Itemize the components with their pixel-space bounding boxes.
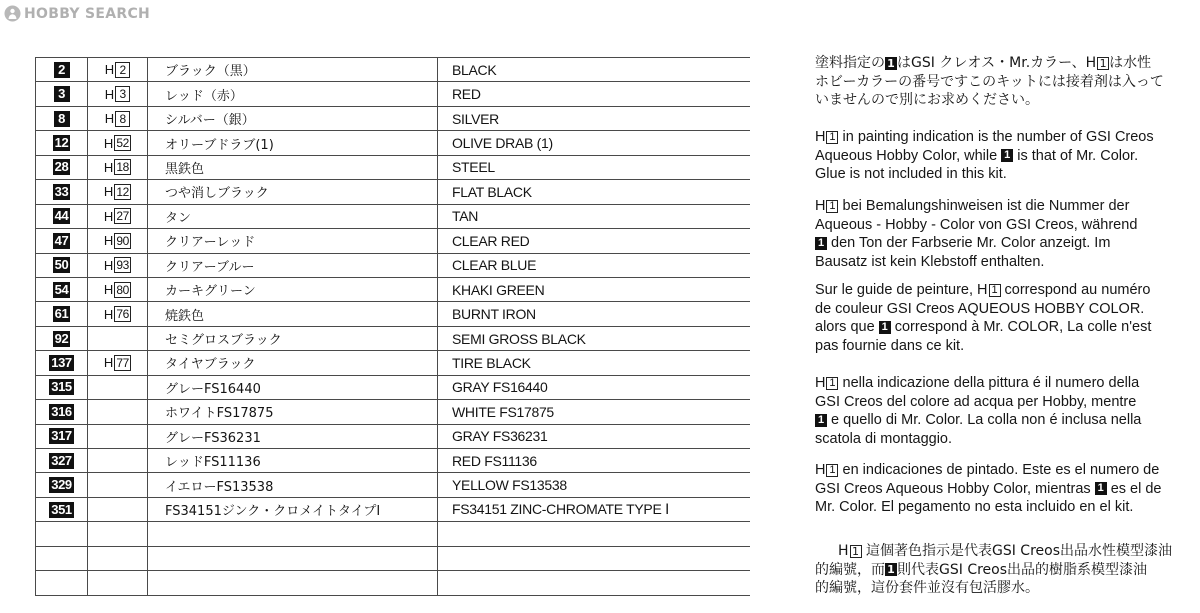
aqueous-prefix: H: [103, 306, 114, 322]
english-name-cell: BURNT IRON: [437, 302, 750, 325]
empty-cell: [87, 571, 147, 594]
note-text: H: [838, 543, 849, 559]
mr-color-number-badge: 351: [51, 501, 72, 517]
note-line: [815, 300, 1180, 319]
english-name-cell: STEEL: [437, 156, 750, 179]
aqueous-prefix: H: [103, 233, 114, 249]
paint-row: [35, 472, 750, 496]
mr-color-number-badge: 1: [815, 237, 827, 250]
empty-row: [35, 521, 750, 545]
japanese-name-cell: 焼鉄色: [147, 302, 437, 325]
paint-note-japanese: [815, 54, 1180, 110]
aqueous-color-cell: [87, 156, 147, 179]
paint-row: [35, 301, 750, 325]
paint-row: [35, 228, 750, 252]
hobby-search-watermark: [4, 4, 150, 23]
note-text: es el de: [1106, 480, 1162, 497]
mr-color-number-badge: 50: [54, 257, 69, 273]
note-text: いませんので別にお求めください。: [815, 92, 1039, 108]
paint-row: [35, 399, 750, 423]
japanese-name-cell: セミグロスブラック: [147, 327, 437, 350]
empty-cell: [87, 547, 147, 570]
mr-color-cell: [35, 180, 87, 203]
mr-color-cell: [35, 351, 87, 374]
aqueous-number-badge: 52: [116, 136, 130, 151]
paint-note-german: [815, 197, 1180, 271]
paint-note-spanish: [815, 461, 1180, 517]
empty-cell: [35, 547, 87, 570]
note-text: correspond à Mr. COLOR, La colle n'est: [890, 319, 1152, 335]
mr-color-cell: [35, 376, 87, 399]
english-name-cell: FLAT BLACK: [437, 180, 750, 203]
note-line: [815, 579, 1180, 598]
note-text: pas fournie dans ce kit.: [815, 337, 965, 354]
english-name-cell: KHAKI GREEN: [437, 278, 750, 301]
english-name-cell: RED FS11136: [437, 449, 750, 472]
mr-color-number-badge: 61: [54, 306, 69, 322]
note-text: は水性: [1109, 55, 1152, 71]
mr-color-number-badge: 92: [54, 330, 69, 346]
aqueous-prefix: H: [103, 208, 114, 224]
mr-color-number-badge: 1: [885, 57, 897, 70]
mr-color-cell: [35, 400, 87, 423]
mr-color-number-badge: 327: [51, 452, 72, 468]
note-line: [815, 337, 1180, 356]
mr-color-cell: [35, 229, 87, 252]
mr-color-number-badge: 329: [51, 477, 72, 493]
paint-rows: [35, 57, 750, 521]
empty-row: [35, 546, 750, 570]
paint-row: [35, 375, 750, 399]
mr-color-cell: [35, 82, 87, 105]
mr-color-cell: [35, 278, 87, 301]
note-text: Mr. Color. El pegamento no esta incluido en el kit.: [815, 499, 1134, 515]
paint-color-table: [35, 57, 750, 596]
japanese-name-cell: レッドFS11136: [147, 449, 437, 472]
aqueous-color-cell: [87, 278, 147, 301]
paint-row: [35, 350, 750, 374]
mr-color-number-badge: 137: [51, 354, 72, 370]
empty-cell: [147, 571, 437, 594]
mr-color-number-badge: 47: [54, 232, 69, 248]
japanese-name-cell: グレーFS16440: [147, 376, 437, 399]
note-text: in painting indication is the number of GSI Creos: [838, 129, 1154, 145]
aqueous-number-badge: 1: [850, 545, 862, 558]
aqueous-number-badge: 3: [115, 86, 130, 102]
note-text: Sur le guide de peinture, H: [815, 282, 988, 298]
note-text: Bausatz ist kein Klebstoff enthalten.: [815, 253, 1045, 270]
mr-color-number-badge: 33: [54, 183, 69, 199]
note-text: 則代表GSI Creos出品的樹脂系模型漆油: [897, 561, 1148, 578]
japanese-name-cell: ブラック（黒）: [147, 58, 437, 81]
aqueous-number-badge: 1: [826, 200, 838, 213]
empty-cell: [87, 522, 147, 545]
japanese-name-cell: クリアーレッド: [147, 229, 437, 252]
note-line: [815, 147, 1180, 166]
note-line: [815, 165, 1180, 184]
note-line: [815, 128, 1180, 147]
paint-row: [35, 424, 750, 448]
paint-row: [35, 277, 750, 301]
aqueous-number-badge: 80: [116, 282, 130, 297]
aqueous-number-badge: 77: [116, 355, 130, 370]
aqueous-color-cell: [87, 498, 147, 521]
mr-color-number-badge: 12: [54, 135, 69, 151]
aqueous-color-cell: [87, 449, 147, 472]
mr-color-number-badge: 54: [54, 281, 69, 297]
aqueous-prefix: H: [103, 257, 114, 273]
note-text: e quello di Mr. Color. La colla non é inclusa nella: [827, 412, 1142, 428]
japanese-name-cell: FS34151ジンク・クロメイトタイプⅠ: [147, 498, 437, 521]
english-name-cell: RED: [437, 82, 750, 105]
aqueous-number-badge: 2: [115, 62, 130, 78]
paint-row: [35, 81, 750, 105]
paint-note-italian: [815, 374, 1180, 448]
note-line: [815, 498, 1180, 517]
aqueous-number-badge: 1: [826, 377, 838, 390]
japanese-name-cell: シルバー（銀）: [147, 107, 437, 130]
aqueous-color-cell: [87, 473, 147, 496]
note-text: bei Bemalungshinweisen ist die Nummer der: [838, 198, 1130, 214]
paint-row: [35, 179, 750, 203]
english-name-cell: FS34151 ZINC-CHROMATE TYPE Ⅰ: [437, 498, 750, 521]
aqueous-prefix: H: [103, 282, 114, 298]
paint-row: [35, 497, 750, 521]
note-text: scatola di montaggio.: [815, 430, 953, 447]
note-text: GSI Creos del colore ad acqua per Hobby, mentre: [815, 393, 1137, 410]
empty-cell: [147, 522, 437, 545]
aqueous-number-badge: 1: [989, 284, 1001, 297]
paint-row: [35, 448, 750, 472]
mr-color-cell: [35, 425, 87, 448]
aqueous-number-badge: 76: [116, 307, 130, 322]
note-text: H: [815, 198, 826, 214]
note-line: [815, 430, 1180, 449]
note-line: [815, 393, 1180, 412]
note-line: [815, 281, 1180, 300]
note-text: de couleur GSI Creos AQUEOUS HOBBY COLOR.: [815, 300, 1145, 317]
paint-row: [35, 155, 750, 179]
aqueous-color-cell: [87, 376, 147, 399]
note-line: [815, 197, 1180, 216]
empty-cell: [437, 522, 750, 545]
japanese-name-cell: 黒鉄色: [147, 156, 437, 179]
aqueous-color-cell: [87, 254, 147, 277]
note-text: correspond au numéro: [1000, 282, 1151, 298]
mr-color-number-badge: 8: [54, 111, 70, 127]
empty-cell: [147, 547, 437, 570]
note-line: [815, 561, 1180, 580]
mr-color-number-badge: 2: [54, 62, 70, 78]
note-text: Aqueous - Hobby - Color von GSI Creos, während: [815, 216, 1138, 233]
aqueous-color-cell: [87, 302, 147, 325]
hobby-search-logo-icon: [4, 5, 21, 22]
japanese-name-cell: つや消しブラック: [147, 180, 437, 203]
english-name-cell: GRAY FS36231: [437, 425, 750, 448]
note-text: nella indicazione della pittura é il numero della: [838, 375, 1140, 391]
aqueous-color-cell: [87, 58, 147, 81]
aqueous-color-cell: [87, 425, 147, 448]
note-text: Aqueous Hobby Color, while: [815, 147, 1002, 164]
japanese-name-cell: グレーFS36231: [147, 425, 437, 448]
mr-color-cell: [35, 131, 87, 154]
paint-note-french: [815, 281, 1180, 355]
english-name-cell: YELLOW FS13538: [437, 473, 750, 496]
aqueous-prefix: H: [103, 184, 114, 200]
note-line: [815, 253, 1180, 272]
note-text: H: [815, 462, 826, 478]
japanese-name-cell: ホワイトFS17875: [147, 400, 437, 423]
paint-row: [35, 57, 750, 81]
mr-color-number-badge: 1: [879, 321, 891, 334]
note-text: alors que: [815, 319, 879, 335]
paint-row: [35, 130, 750, 154]
english-name-cell: TAN: [437, 205, 750, 228]
note-text: den Ton der Farbserie Mr. Color anzeigt. Im: [827, 235, 1111, 251]
empty-cell: [35, 522, 87, 545]
note-text: ホビーカラーの番号ですこのキットには接着剤は入って: [815, 73, 1164, 90]
english-name-cell: CLEAR RED: [437, 229, 750, 252]
japanese-name-cell: タン: [147, 205, 437, 228]
mr-color-cell: [35, 473, 87, 496]
mr-color-number-badge: 315: [51, 379, 72, 395]
aqueous-number-badge: 27: [116, 209, 130, 224]
english-name-cell: CLEAR BLUE: [437, 254, 750, 277]
note-text: 的編號，而: [815, 561, 885, 578]
aqueous-prefix: H: [104, 111, 115, 127]
paint-row: [35, 106, 750, 130]
note-line: [815, 542, 1180, 561]
note-text: H: [815, 129, 826, 145]
watermark-text: HOBBY SEARCH: [24, 5, 151, 22]
english-name-cell: SEMI GROSS BLACK: [437, 327, 750, 350]
aqueous-number-badge: 93: [116, 258, 130, 273]
paint-note-english: [815, 128, 1180, 184]
aqueous-color-cell: [87, 180, 147, 203]
english-name-cell: GRAY FS16440: [437, 376, 750, 399]
aqueous-color-cell: [87, 400, 147, 423]
note-text: はGSI クレオス・Mr.カラー、H: [897, 55, 1097, 71]
aqueous-prefix: H: [104, 62, 115, 78]
japanese-name-cell: オリーブドラブ(1): [147, 131, 437, 154]
aqueous-number-badge: 1: [1097, 57, 1109, 70]
japanese-name-cell: レッド（赤）: [147, 82, 437, 105]
note-line: [815, 91, 1180, 110]
mr-color-cell: [35, 107, 87, 130]
aqueous-color-cell: [87, 327, 147, 350]
aqueous-number-badge: 1: [826, 464, 838, 477]
note-line: [815, 54, 1180, 73]
note-text: is that of Mr. Color.: [1013, 147, 1139, 164]
aqueous-number-badge: 1: [826, 131, 838, 144]
english-name-cell: TIRE BLACK: [437, 351, 750, 374]
empty-cell: [35, 571, 87, 594]
mr-color-number-badge: 44: [54, 208, 69, 224]
paint-row: [35, 253, 750, 277]
mr-color-number-badge: 1: [1095, 482, 1107, 495]
aqueous-number-badge: 8: [115, 111, 130, 127]
note-line: [815, 480, 1180, 499]
english-name-cell: BLACK: [437, 58, 750, 81]
aqueous-prefix: H: [103, 355, 114, 371]
english-name-cell: WHITE FS17875: [437, 400, 750, 423]
aqueous-color-cell: [87, 131, 147, 154]
note-text: 這個著色指示是代表GSI Creos出品水性模型漆油: [861, 543, 1172, 559]
mr-color-cell: [35, 205, 87, 228]
aqueous-color-cell: [87, 205, 147, 228]
aqueous-number-badge: 18: [116, 160, 130, 175]
note-line: [815, 411, 1180, 430]
mr-color-cell: [35, 156, 87, 179]
paint-note-chinese: [815, 542, 1180, 598]
japanese-name-cell: イエローFS13538: [147, 473, 437, 496]
note-line: [815, 318, 1180, 337]
mr-color-cell: [35, 254, 87, 277]
mr-color-cell: [35, 302, 87, 325]
english-name-cell: SILVER: [437, 107, 750, 130]
note-line: [815, 234, 1180, 253]
mr-color-number-badge: 3: [54, 86, 70, 102]
empty-cell: [437, 571, 750, 594]
aqueous-color-cell: [87, 229, 147, 252]
note-text: 塗料指定の: [815, 55, 885, 71]
note-text: 的編號，這份套件並沒有包活膠水。: [815, 580, 1039, 596]
note-line: [815, 73, 1180, 92]
note-text: en indicaciones de pintado. Este es el numero de: [838, 462, 1160, 478]
mr-color-number-badge: 28: [54, 159, 69, 175]
empty-row: [35, 570, 750, 594]
aqueous-color-cell: [87, 351, 147, 374]
empty-cell: [437, 547, 750, 570]
paint-row: [35, 326, 750, 350]
aqueous-color-cell: [87, 82, 147, 105]
aqueous-color-cell: [87, 107, 147, 130]
note-text: Glue is not included in this kit.: [815, 166, 1007, 182]
mr-color-cell: [35, 498, 87, 521]
mr-color-cell: [35, 449, 87, 472]
english-name-cell: OLIVE DRAB (1): [437, 131, 750, 154]
note-text: GSI Creos Aqueous Hobby Color, mientras: [815, 480, 1095, 497]
japanese-name-cell: タイヤブラック: [147, 351, 437, 374]
note-line: [815, 216, 1180, 235]
mr-color-cell: [35, 327, 87, 350]
aqueous-prefix: H: [103, 159, 114, 175]
mr-color-number-badge: 1: [1001, 149, 1013, 162]
aqueous-number-badge: 12: [116, 184, 130, 199]
mr-color-number-badge: 316: [51, 403, 72, 419]
aqueous-number-badge: 90: [116, 233, 130, 248]
aqueous-prefix: H: [104, 86, 115, 102]
mr-color-cell: [35, 58, 87, 81]
mr-color-number-badge: 1: [885, 563, 897, 576]
note-line: [815, 374, 1180, 393]
paint-row: [35, 204, 750, 228]
aqueous-prefix: H: [103, 135, 114, 151]
japanese-name-cell: カーキグリーン: [147, 278, 437, 301]
japanese-name-cell: クリアーブルー: [147, 254, 437, 277]
mr-color-number-badge: 317: [51, 428, 72, 444]
note-text: H: [815, 375, 826, 391]
mr-color-number-badge: 1: [815, 414, 827, 427]
note-line: [815, 461, 1180, 480]
